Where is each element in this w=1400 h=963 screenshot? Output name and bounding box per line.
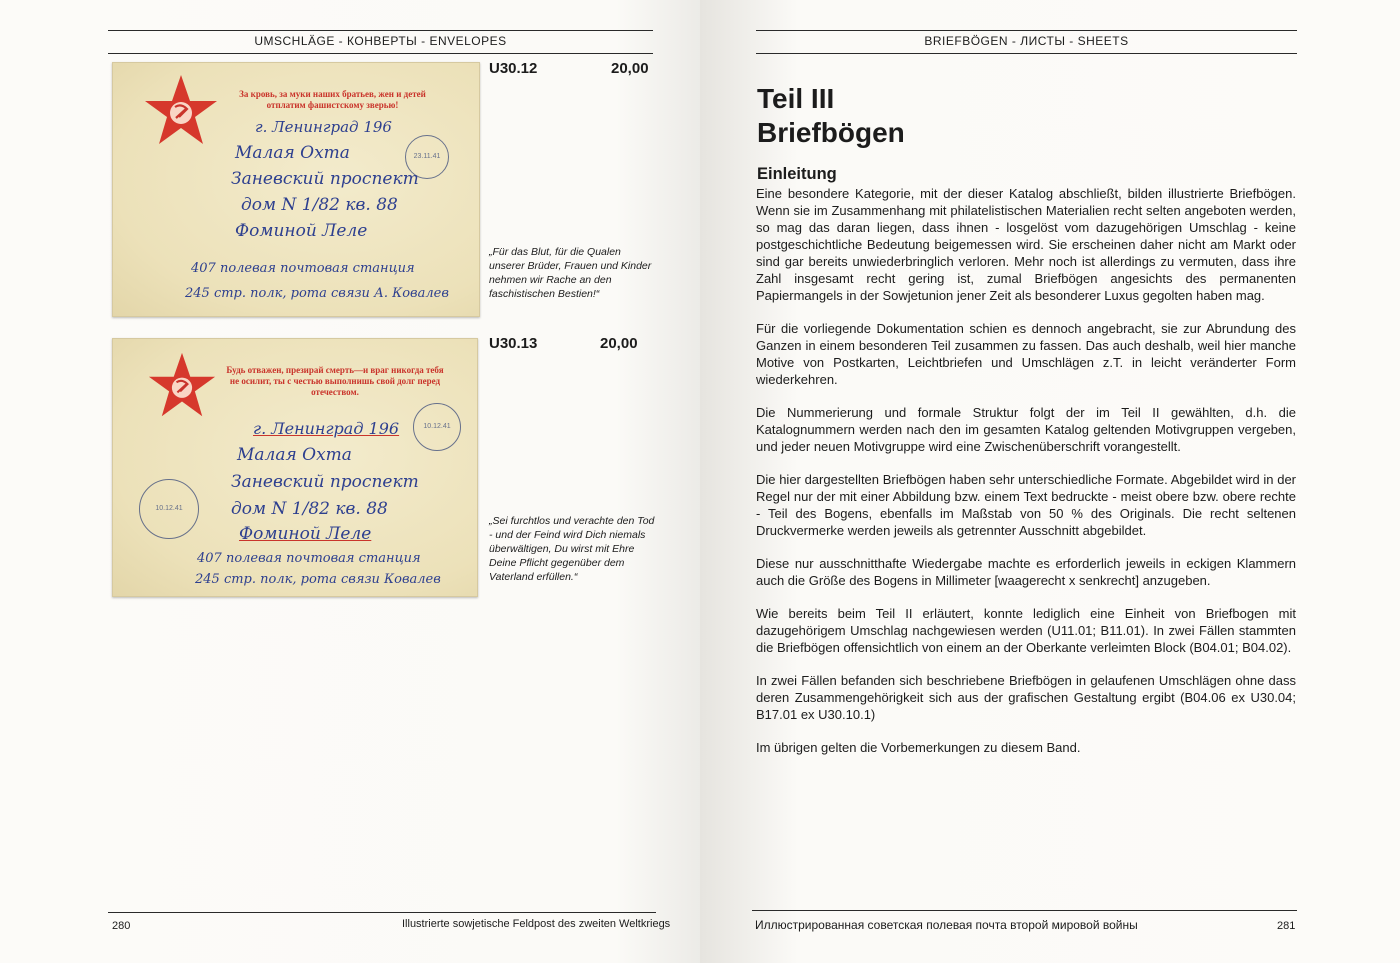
red-star-icon xyxy=(143,73,219,147)
slogan-translation: „Für das Blut, für die Qualen unserer Brüder, Frauen und Kinder nehmen wir Rache an den faschistischen Bestien!“ xyxy=(489,246,652,300)
paragraph: Die Nummerierung und formale Struktur folgt der im Teil II gewählten, d.h. die Katalognummern werden nach den im gesamten Katalog geltenden Motivgruppen vergeben, und jeder neuen Motivgruppe wird eine Zwischenüberschrift vorangestellt. xyxy=(756,405,1296,454)
address-line: Заневский проспект xyxy=(231,169,419,189)
envelope-u30-12-image xyxy=(112,62,480,317)
paragraph: Die hier dargestellten Briefbögen haben sehr unterschiedliche Formate. Abgebildet wird in der Regel nur der mit einer Abbildung bzw. einem Text bedruckte - meist obere bzw. obere rechte - Teil des Bogens, ebenfalls im Maßstab von 50 % des Originals. Die recht seltenen Druckvermerke werden jeweils als getrennter Ausschnitt abgebildet. xyxy=(756,472,1296,538)
paragraph: Eine besondere Kategorie, mit der dieser Katalog abschließt, bilden illustrierte Briefbögen. Wenn sie im Zusammenhang mit philatelistischen Materialien recht selten angeboten werden, so mag das daran liegen, dass ihnen - losgelöst vom dazugehörigen Umschlag - keine postgeschichtliche Bedeutung beigemessen wird. Sie erscheinen daher nicht am Markt oder sind gar bereits unwiederbringlich verloren. Mehr noch ist allerdings zu vermuten, dass ihre Zahl insgesamt recht gering ist, zumal Briefbögen angesichts des permanenten Papiermangels in der Sowjetunion jener Zeit als besonderer Luxus gegolten haben mag. xyxy=(756,186,1296,303)
postmark-stamp: 23.11.41 xyxy=(405,135,449,179)
sender-line: 245 стр. полк, рота связи А. Ковалев xyxy=(185,286,449,301)
paragraph: Wie bereits beim Teil II erläutert, konnte lediglich eine Einheit von Briefbogen mit dazugehörigem Umschlag nachgewiesen werden (U11.01; B11.01). In zwei Fällen stammten die Briefbögen offensichtlich von einem an der Oberkante verleimten Block (B04.01; B04.02). xyxy=(756,606,1296,655)
catalog-number: U30.12 xyxy=(489,60,538,77)
footer-rule xyxy=(752,910,1297,911)
postmark-stamp: 10.12.41 xyxy=(139,479,199,539)
address-line: Фоминой Леле xyxy=(239,524,372,544)
address-line: Заневский проспект xyxy=(231,472,419,492)
envelope-slogan: За кровь, за муки наших братьев, жен и детей отплатим фашистскому зверью! xyxy=(239,89,426,110)
postmark-stamp: 10.12.41 xyxy=(413,403,461,451)
sender-line: 245 стр. полк, рота связи Ковалев xyxy=(195,572,441,587)
address-line: г. Ленинград 196 xyxy=(253,419,400,438)
address-line: дом N 1/82 кв. 88 xyxy=(231,499,388,519)
section-heading: Einleitung xyxy=(757,165,837,183)
catalog-price: 20,00 xyxy=(600,335,638,352)
footer-title: Illustrierte sowjetische Feldpost des zweiten Weltkriegs xyxy=(402,918,671,930)
paragraph: Im übrigen gelten die Vorbemerkungen zu diesem Band. xyxy=(756,740,1081,755)
sender-line: 407 полевая почтовая станция xyxy=(191,261,415,276)
left-running-header: UMSCHLÄGE - КОНВЕРТЫ - ENVELOPES xyxy=(108,30,653,54)
address-line: Малая Охта xyxy=(237,445,352,465)
footer-rule xyxy=(108,912,656,913)
catalog-number: U30.13 xyxy=(489,335,538,352)
part-title xyxy=(757,82,905,150)
envelope-slogan: Будь отважен, презирай смерть—и враг никогда тебя не осилит, ты с честью выполнишь свой долг перед отечеством. xyxy=(226,365,444,397)
part-title-line-2: Briefbögen xyxy=(757,117,905,148)
paragraph: Diese nur ausschnitthafte Wiedergabe machte es erforderlich jeweils in eckigen Klammern auch die Größe des Bogens in Millimeter [waagerecht x senkrecht] anzugeben. xyxy=(756,556,1296,588)
address-line: дом N 1/82 кв. 88 xyxy=(241,195,398,215)
envelope-u30-13-image xyxy=(112,338,478,597)
paragraph: Für die vorliegende Dokumentation schien es dennoch angebracht, sie zur Abrundung des Ganzen in einem besonderen Teil zusammen zu fassen. Das auch deshalb, weil hier manche Motive von Postkarten, Leichtbriefen und Umschlägen z.T. in leicht veränderter Form wiederkehren. xyxy=(756,321,1296,387)
catalog-price: 20,00 xyxy=(611,60,649,77)
sender-line: 407 полевая почтовая станция xyxy=(197,551,421,566)
right-running-header: BRIEFBÖGEN - ЛИСТЫ - SHEETS xyxy=(756,30,1297,54)
red-star-icon xyxy=(147,351,217,419)
body-text xyxy=(756,185,1296,772)
address-line: г. Ленинград 196 xyxy=(255,118,392,136)
page-number: 280 xyxy=(112,920,131,932)
address-line: Малая Охта xyxy=(235,143,350,163)
address-line: Фоминой Леле xyxy=(235,221,368,241)
paragraph: In zwei Fällen befanden sich beschriebene Briefbögen in gelaufenen Umschlägen ohne dass deren Zusammengehörigkeit sich aus der grafischen Gestaltung ergibt (B04.06 ex U30.04; B17.01 ex U30.10.1) xyxy=(756,673,1296,722)
slogan-translation: „Sei furchtlos und verachte den Tod - und der Feind wird Dich niemals überwältigen, Du wirst mit Ehre Deine Pflicht gegenüber dem Vaterland erfüllen.“ xyxy=(489,515,655,583)
part-title-line-1: Teil III xyxy=(757,83,835,114)
footer-title: Иллюстрированная советская полевая почта второй мировой войны xyxy=(755,918,1138,932)
page-number: 281 xyxy=(1277,920,1296,932)
